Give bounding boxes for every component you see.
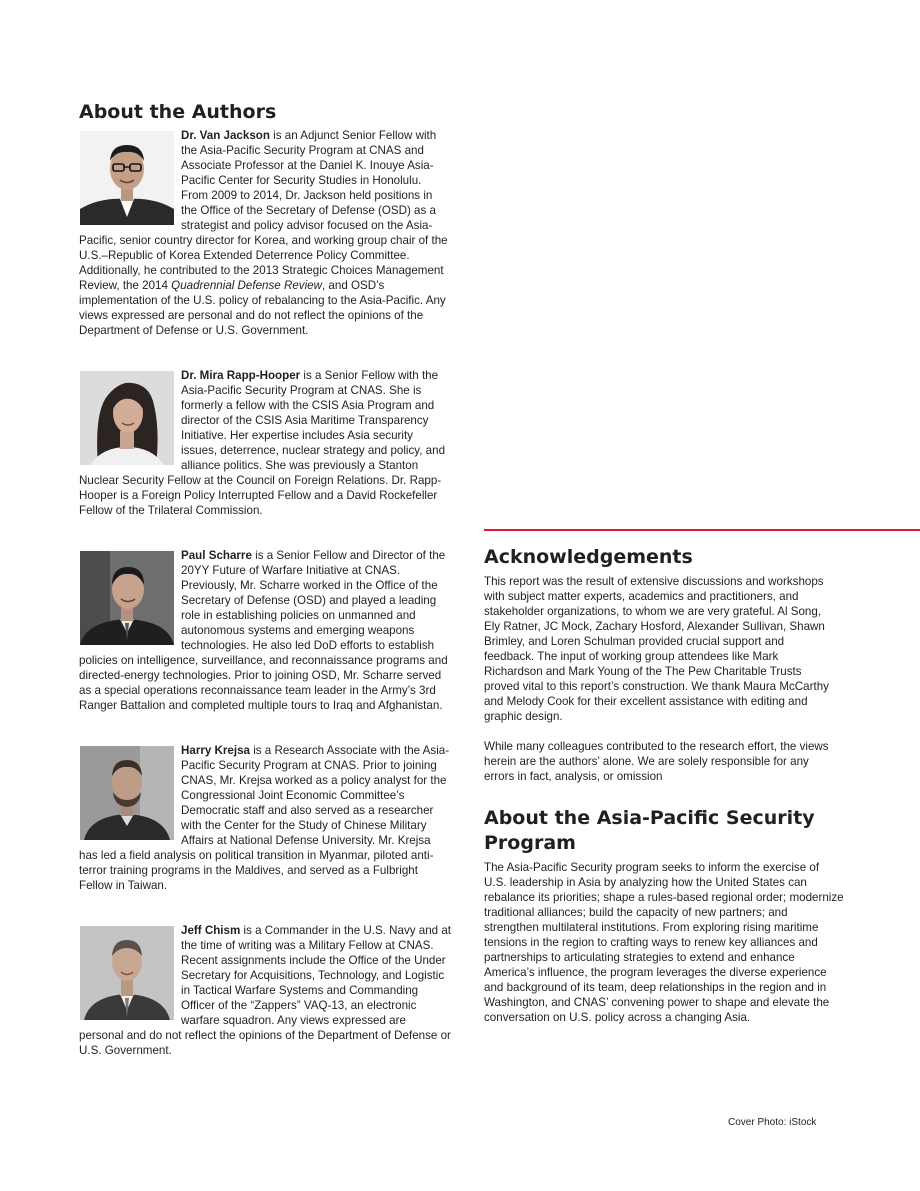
author-bio-text: is a Senior Fellow and Director of the 20YY Future of Warfare Initiative at CNAS. Previously, Mr. Scharre worked in the Office of the Secretary of Defense (OSD) and played a leading role in establishing policies on unmanned and autonomous systems and emerging weapons technologies. He also led DoD efforts to establish policies on intelligence, surveillance, and reconnaissance programs and directed-energy technologies. Prior to joining OSD, Mr. Scharre served as a special operations reconnaissance team leader in the Army’s 3rd Ranger Battalion and completed multiple tours to Iraq and Afghanistan. [79,549,448,712]
acknowledgements-paragraph-2: While many colleagues contributed to the research effort, the views herein are the authors’ alone. We are solely responsible for any errors in fact, analysis, or omission [484,740,829,783]
author-bio-text: is a Senior Fellow with the Asia-Pacific Security Program at CNAS. She is formerly a fellow with the CSIS Asia Program and director of the CSIS Asia Maritime Transparency Initiative. Her expertise includes Asia security issues, deterrence, nuclear strategy and policy, and alliance politics. She was previously a Stanton Nuclear Security Fellow at the Council on Foreign Relations. Dr. Rapp-Hooper is a Foreign Policy Interrupted Fellow and a David Rockefeller Fellow of the Trilateral Commission. [79,369,446,517]
author-photo-van-jackson [80,131,174,225]
author-bio-text-continued: , and OSD’s implementation of the U.S. policy of rebalancing to the Asia-Pacific. Any views expressed are personal and do not reflect the opinions of the Department of Defense or U.S. Government. [79,279,446,337]
author-photo-mira-rapp-hooper [80,371,174,465]
about-authors-section [79,100,451,1088]
author-bio-van-jackson [79,128,451,338]
author-bio-jeff-chism [79,923,451,1058]
author-photo-paul-scharre [80,551,174,645]
author-bio-paul-scharre [79,548,451,713]
cover-photo-credit: Cover Photo: iStock [728,1117,817,1128]
author-name: Jeff Chism [181,924,241,937]
author-photo-harry-krejsa [80,746,174,840]
author-name: Paul Scharre [181,549,252,562]
italic-title: Quadrennial Defense Review [171,279,322,292]
author-name: Harry Krejsa [181,744,250,757]
author-name: Dr. Mira Rapp-Hooper [181,369,301,382]
author-name: Dr. Van Jackson [181,129,270,142]
about-authors-heading: About the Authors [79,101,277,123]
program-description: The Asia-Pacific Security program seeks to inform the exercise of U.S. leadership in Asia by analyzing how the United States can rebalance its priorities; shape a rules-based regional order; modernize traditional alliances; build the capacity of new partners; and strengthen multilateral institutions. From exploring rising maritime tensions in the region to crafting ways to renew key alliances and partnerships to articulating strategies to extend and enhance America’s influence, the program leverages the diverse experience and background of its team, deep relationships in the region and in Washington, and CNAS’ convening power to shape and elevate the conversation on U.S. policy across a changing Asia. [484,861,844,1024]
author-bio-text: is an Adjunct Senior Fellow with the Asia-Pacific Security Program at CNAS and Associate Professor at the Daniel K. Inouye Asia-Pacific Center for Security Studies in Honolulu. From 2009 to 2014, Dr. Jackson held positions in the Office of the Secretary of Defense (OSD) as a strategist and policy advisor focused on the Asia-Pacific, senior country director for Korea, and working group chair of the U.S.–Republic of Korea Extended Deterrence Policy Committee. Additionally, he contributed to the 2013 Strategic Choices Management Review, the 2014 [79,129,448,292]
author-bio-mira-rapp-hooper [79,368,451,518]
acknowledgements-heading: Acknowledgements [484,546,693,568]
right-column [484,529,920,1025]
acknowledgements-paragraph-1: This report was the result of extensive discussions and workshops with subject matter experts, academics and practitioners, and stakeholder organizations, to whom we are very grateful. Al Song, Ely Ratner, JC Mock, Zachary Hosford, Alexander Sullivan, Shawn Brimley, and Loren Schulman provided crucial support and feedback. The input of working group attendees like Mark Richardson and Mark Young of the The Pew Charitable Trusts proved vital to this report’s construction. We thank Maura McCarthy and Melody Cook for their excellent assistance with editing and graphic design. [484,575,829,723]
author-bio-text: is a Research Associate with the Asia-Pacific Security Program at CNAS. Prior to joining CNAS, Mr. Krejsa worked as a policy analyst for the Congressional Joint Economic Committee’s Democratic staff and also served as a researcher with the Center for the Study of Chinese Military Affairs at National Defense University. Mr. Krejsa has led a field analysis on political transition in Myanmar, piloted anti-terror training programs in the Maldives, and served as a Fulbright Fellow in Taiwan. [79,744,450,892]
program-heading: About the Asia-Pacific Security Program [484,807,815,854]
author-bio-text: is a Commander in the U.S. Navy and at the time of writing was a Military Fellow at CNAS. Recent assignments include the Office of the Under Secretary for Acquisitions, Technology, and Logistic in Tactical Warfare Systems and Commanding Officer of the “Zappers” VAQ-13, an electronic warfare squadron. Any views expressed are personal and do not reflect the opinions of the Department of Defense or U.S. Government. [79,924,451,1057]
author-bio-harry-krejsa [79,743,451,893]
author-photo-jeff-chism [80,926,174,1020]
